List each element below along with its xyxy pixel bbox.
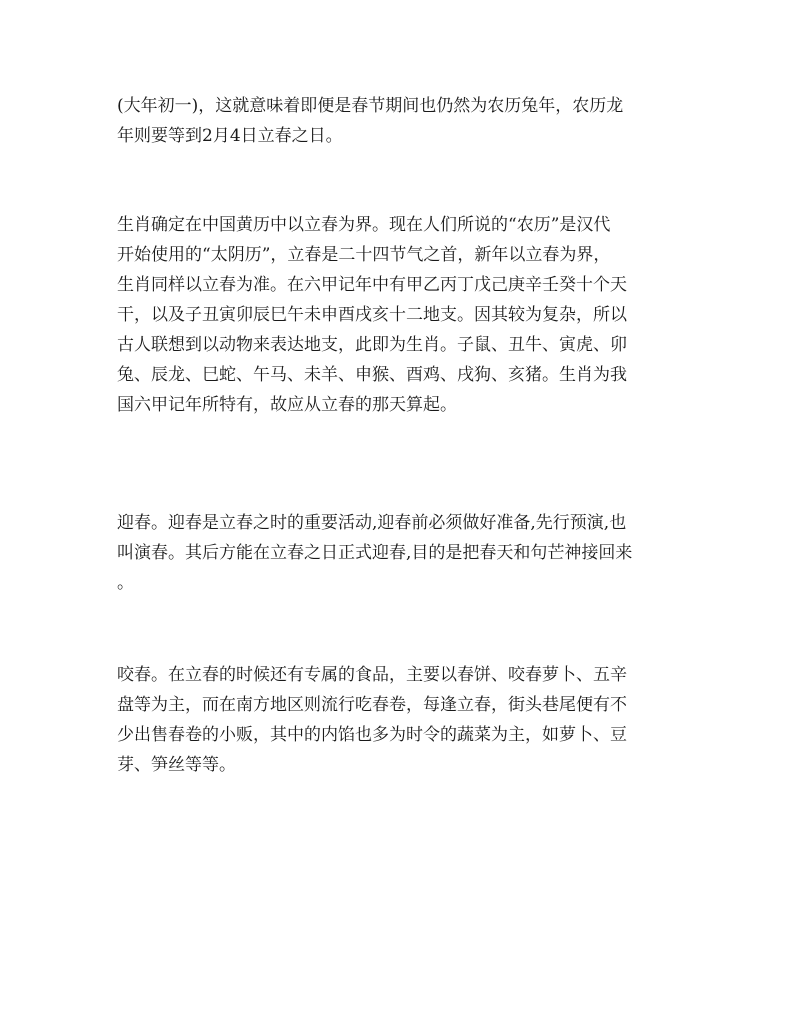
- text-line: 开始使用的“太阴历”，立春是二十四节气之首，新年以立春为界，: [117, 245, 611, 265]
- text-line: 盘等为主，而在南方地区则流行吃春卷，每逢立春，街头巷尾便有不: [117, 695, 627, 715]
- text-line: 少出售春卷的小贩，其中的内馅也多为时令的蔬菜为主，如萝卜、豆: [117, 725, 627, 745]
- text-line: (大年初一)，这就意味着即便是春节期间也仍然为农历兔年，农历龙: [117, 96, 624, 116]
- text-line: 国六甲记年所特有，故应从立春的那天算起。: [117, 395, 457, 415]
- text-line: 生肖确定在中国黄历中以立春为界。现在人们所说的“农历”是汉代: [117, 215, 611, 235]
- paragraph-welcoming-spring: [117, 508, 677, 598]
- text-line: 生肖同样以立春为准。在六甲记年中有甲乙丙丁戊己庚辛壬癸十个天: [117, 275, 627, 295]
- text-line: 年则要等到2月4日立春之日。: [117, 126, 343, 146]
- paragraph-biting-spring: [117, 660, 677, 780]
- paragraph-lunar-year: [117, 91, 677, 151]
- text-line: 迎春。迎春是立春之时的重要活动,迎春前必须做好准备,先行预演,也: [117, 513, 627, 533]
- text-line: 叫演春。其后方能在立春之日正式迎春,目的是把春天和句芒神接回来: [117, 543, 633, 563]
- text-line: 干，以及子丑寅卯辰巳午未申酉戌亥十二地支。因其较为复杂，所以: [117, 305, 627, 325]
- text-line: 。: [117, 573, 134, 593]
- text-line: 兔、辰龙、巳蛇、午马、未羊、申猴、酉鸡、戌狗、亥猪。生肖为我: [117, 365, 627, 385]
- text-line: 咬春。在立春的时候还有专属的食品，主要以春饼、咬春萝卜、五辛: [117, 665, 627, 685]
- text-line: 芽、笋丝等等。: [117, 755, 236, 775]
- text-line: 古人联想到以动物来表达地支，此即为生肖。子鼠、丑牛、寅虎、卯: [117, 335, 627, 355]
- paragraph-zodiac: [117, 210, 677, 420]
